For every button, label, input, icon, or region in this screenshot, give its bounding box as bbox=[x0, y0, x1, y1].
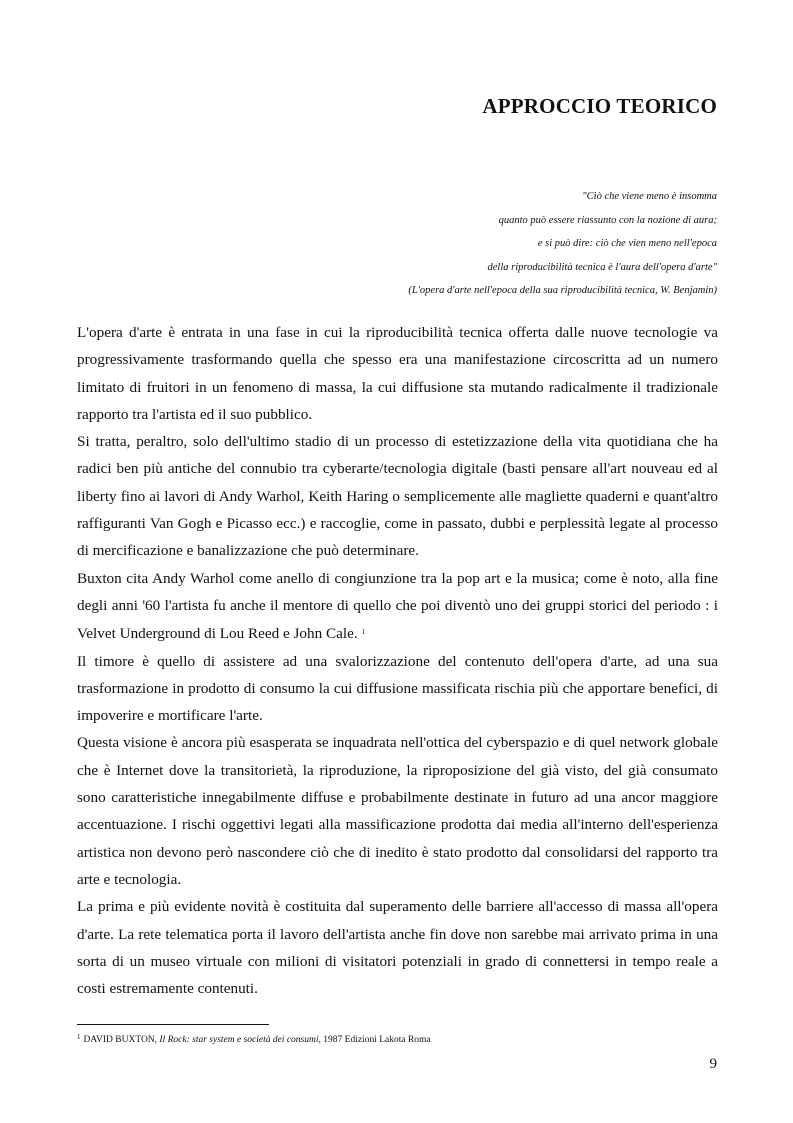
paragraph: Si tratta, peraltro, solo dell'ultimo stadio di un processo di estetizzazione della vita quotidiana che ha radici ben più antiche del connubio tra cyberarte/tecnologia digitale (basti pensare all'art nouveau ed al liberty fino ai lavori di Andy Warhol, Keith Haring o semplicemente alle magliette quaderni e quant'altro raffiguranti Van Gogh e Picasso ecc.) e raccoglie, come in passato, dubbi e perplessità legate al processo di mercificazione e banalizzazione che può determinare. bbox=[77, 433, 718, 560]
paragraph: L'opera d'arte è entrata in una fase in cui la riproducibilità tecnica offerta dalle nuove tecnologie va progressivamente trasformando quella che spesso era una manifestazione circoscritta ad un numero limitato di fruitori in un fenomeno di massa, la cui diffusione sta mutando radicalmente il tradizionale rapporto tra l'artista ed il suo pubblico. bbox=[77, 324, 718, 423]
epigraph-line: della riproducibilità tecnica è l'aura dell'opera d'arte" bbox=[487, 261, 717, 273]
paragraph-text: Buxton cita Andy Warhol come anello di congiunzione tra la pop art e la musica; come è noto, alla fine degli anni '60 l'artista fu anche il mentore di quello che poi diventò uno dei gruppi storici del periodo : i Velvet Underground di Lou Reed e John Cale. bbox=[77, 569, 718, 643]
footnote-author: DAVID BUXTON, bbox=[83, 1035, 160, 1045]
paragraph: Il timore è quello di assistere ad una svalorizzazione del contenuto dell'opera d'arte, ad una sua trasformazione in prodotto di consumo la cui diffusione massificata rischia più che apportare benefici, di impoverire e mortificare l'arte. bbox=[77, 652, 718, 725]
footnote bbox=[77, 1033, 431, 1045]
footnote-publication: , 1987 Edizioni Lakota Roma bbox=[318, 1035, 431, 1045]
epigraph-quote bbox=[197, 185, 717, 303]
page-number: 9 bbox=[709, 1056, 717, 1072]
paragraph: Questa visione è ancora più esasperata se inquadrata nell'ottica del cyberspazio e di quel network globale che è Internet dove la transitorietà, la riproduzione, la riproposizione del già visto, del già consumato sono caratteristiche innegabilmente diffuse e probabilmente destinate in futuro ad una ancor maggiore accentuazione. I rischi oggettivi legati alla massificazione prodotta dai media all'interno dell'esperienza artistica non devono però nascondere ciò che di inedito è stato prodotto dal consolidarsi del rapporto tra arte e tecnologia. bbox=[77, 734, 718, 888]
epigraph-line: "Ciò che viene meno è insomma bbox=[582, 191, 717, 202]
body-text bbox=[77, 319, 718, 1002]
footnote-work: Il Rock: star system e società dei consumi bbox=[159, 1035, 319, 1045]
epigraph-line: e si può dire: ciò che vien meno nell'epoca bbox=[537, 238, 717, 250]
epigraph-line: quanto può essere riassunto con la nozione di aura; bbox=[498, 214, 717, 226]
footnote-reference[interactable]: 1 bbox=[361, 628, 366, 637]
page-title: APPROCCIO TEORICO bbox=[482, 94, 717, 118]
footnote-divider bbox=[77, 1024, 269, 1025]
footnote-number: 1 bbox=[77, 1033, 81, 1041]
epigraph-citation: (L'opera d'arte nell'epoca della sua riproducibilità tecnica, W. Benjamin) bbox=[408, 285, 717, 297]
paragraph bbox=[77, 565, 718, 648]
paragraph: La prima e più evidente novità è costituita dal superamento delle barriere all'accesso di massa all'opera d'arte. La rete telematica porta il lavoro dell'artista anche fin dove non sarebbe mai arrivato prima in una sorta di un museo virtuale con milioni di visitatori potenziali in grado di connettersi in tempo reale a costi estremamente contenuti. bbox=[77, 898, 718, 998]
